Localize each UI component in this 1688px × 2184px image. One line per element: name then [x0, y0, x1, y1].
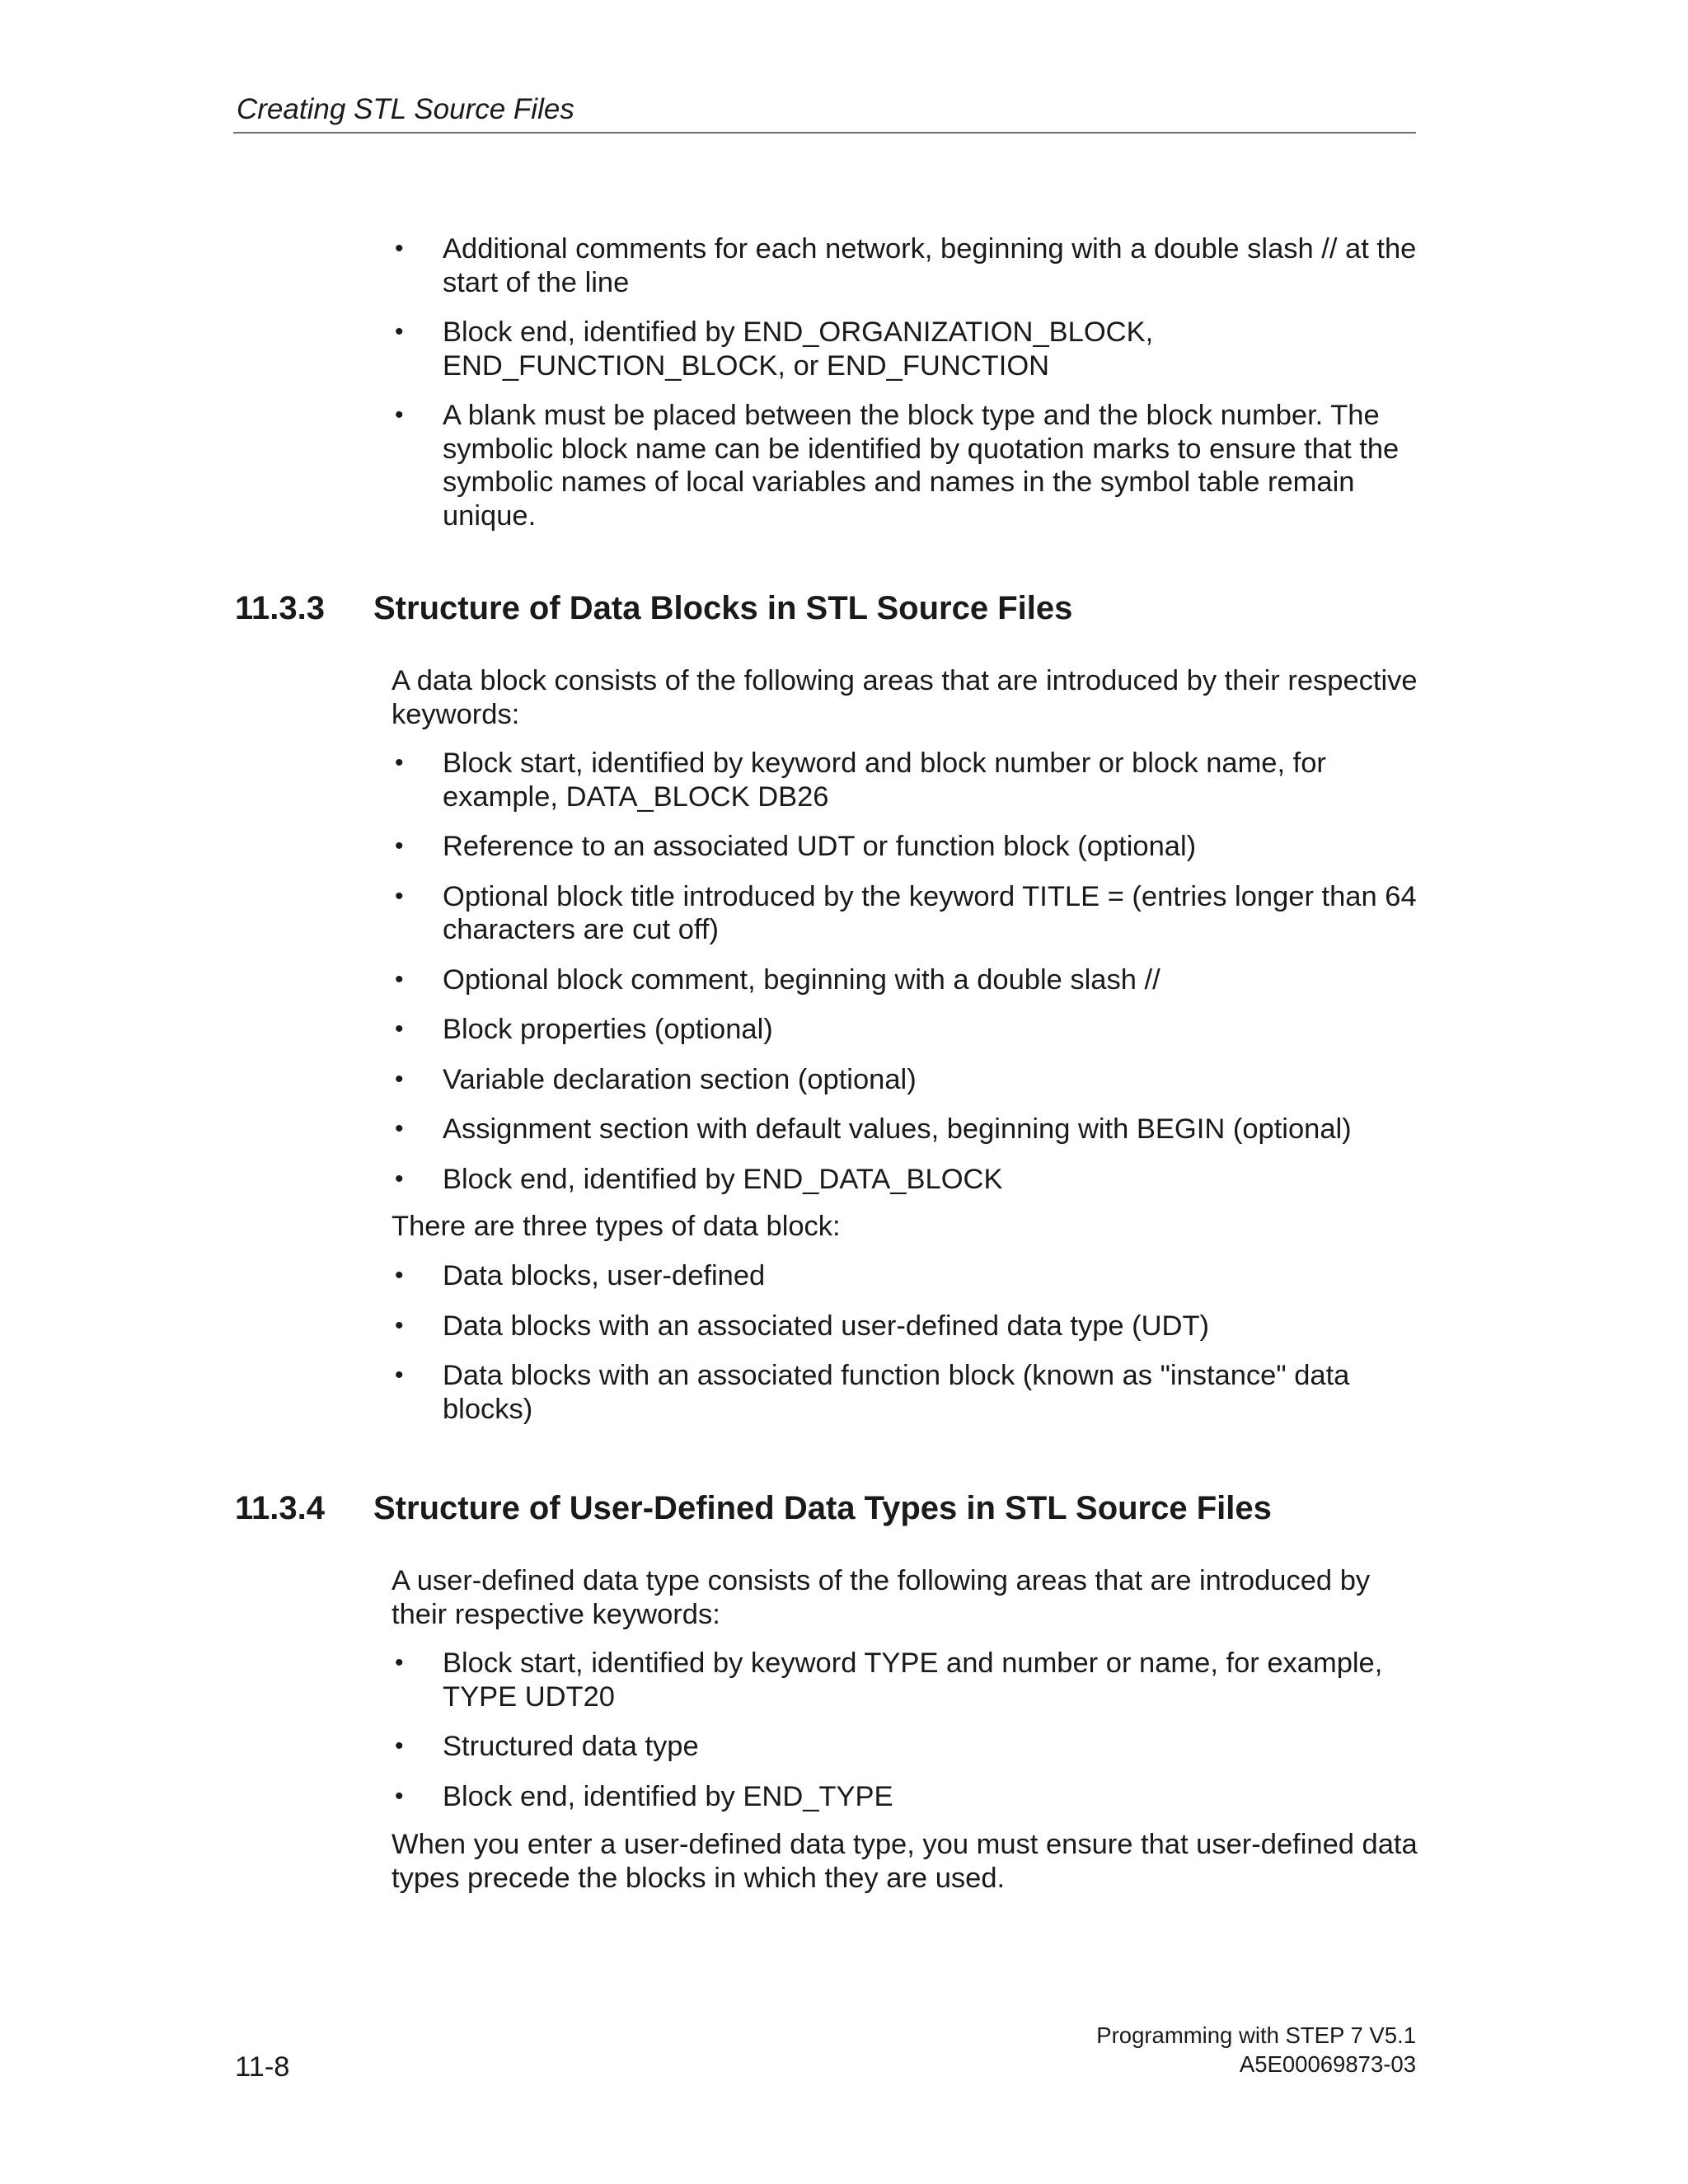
udt-areas-list — [392, 1647, 1422, 1830]
bullet-icon: • — [395, 1361, 404, 1389]
running-header — [233, 91, 1416, 134]
section-intro: A user-defined data type consists of the following areas that are introduced by their respective keywords: — [392, 1565, 1371, 1630]
list-item: • Structured data type — [395, 1731, 699, 1762]
list-item: • Block start, identified by keyword TYPE and number or name, for example, TYPE UDT20 — [395, 1647, 1383, 1713]
list-item: • Reference to an associated UDT or function block (optional) — [395, 831, 1197, 862]
section-title: Structure of User-Defined Data Types in STL Source Files — [373, 1490, 1272, 1526]
section-heading-11-3-3 — [235, 588, 1072, 628]
bullet-icon: • — [395, 1115, 404, 1142]
bullet-icon: • — [395, 401, 404, 429]
list-item: • Assignment section with default values, beginning with BEGIN (optional) — [395, 1113, 1352, 1145]
page-number: 11-8 — [235, 2051, 290, 2083]
data-block-areas-list — [392, 747, 1422, 1212]
list-item: • Block start, identified by keyword and block number or block name, for example, DATA_BLOCK DB26 — [395, 748, 1326, 813]
data-block-types-list — [392, 1259, 1422, 1442]
bullet-icon: • — [395, 1262, 404, 1289]
list-item: • Data blocks, user-defined — [395, 1260, 766, 1291]
bullet-icon: • — [395, 1165, 404, 1193]
section-number: 11.3.3 — [235, 590, 326, 626]
intro-bullet-list — [392, 232, 1422, 549]
bullet-icon: • — [395, 1015, 404, 1043]
data-block-types-intro: There are three types of data block: — [392, 1211, 841, 1242]
list-item: • Data blocks with an associated user-defined data type (UDT) — [395, 1310, 1210, 1342]
running-header-title: Creating STL Source Files — [237, 93, 574, 125]
bullet-icon: • — [395, 1065, 404, 1093]
bullet-icon: • — [395, 882, 404, 910]
list-item: • Variable declaration section (optional) — [395, 1063, 917, 1095]
list-item: • Optional block comment, beginning with a double slash // — [395, 963, 1160, 996]
list-item: • Optional block title introduced by the keyword TITLE = (entries longer than 64 characters are cut off) — [395, 880, 1417, 945]
bullet-icon: • — [395, 1649, 404, 1676]
document-number: A5E00069873-03 — [1239, 2051, 1416, 2077]
section-intro: A data block consists of the following areas that are introduced by their respective keywords: — [392, 665, 1418, 730]
bullet-icon: • — [395, 832, 404, 860]
list-item: • Additional comments for each network, beginning with a double slash // at the start of the line — [395, 233, 1417, 298]
section-heading-11-3-4 — [235, 1488, 1272, 1528]
udt-closing-paragraph: When you enter a user-defined data type, you must ensure that user-defined data types precede the blocks in which they are used. — [392, 1829, 1418, 1894]
list-item: • Block end, identified by END_TYPE — [395, 1780, 893, 1812]
bullet-icon: • — [395, 1732, 404, 1760]
bullet-icon: • — [395, 318, 404, 345]
bullet-icon: • — [395, 235, 404, 262]
list-item: • Block properties (optional) — [395, 1014, 773, 1045]
list-item: • Block end, identified by END_DATA_BLOCK — [395, 1163, 1003, 1195]
bullet-icon: • — [395, 965, 404, 993]
manual-title: Programming with STEP 7 V5.1 — [1096, 2022, 1416, 2048]
bullet-icon: • — [395, 1782, 404, 1810]
footer-manual-info — [1096, 2021, 1416, 2079]
list-item: • Data blocks with an associated function block (known as "instance" data blocks) — [395, 1360, 1350, 1425]
bullet-icon: • — [395, 1311, 404, 1339]
list-item: • A blank must be placed between the block type and the block number. The symbolic block name can be identified by quotation marks to ensure that the symbolic names of local variables and names in the symbol table remain unique. — [395, 400, 1400, 532]
list-item: • Block end, identified by END_ORGANIZATION_BLOCK, END_FUNCTION_BLOCK, or END_FUNCTION — [395, 316, 1154, 382]
section-number: 11.3.4 — [235, 1490, 326, 1526]
section-title: Structure of Data Blocks in STL Source Files — [373, 590, 1073, 626]
bullet-icon: • — [395, 749, 404, 776]
